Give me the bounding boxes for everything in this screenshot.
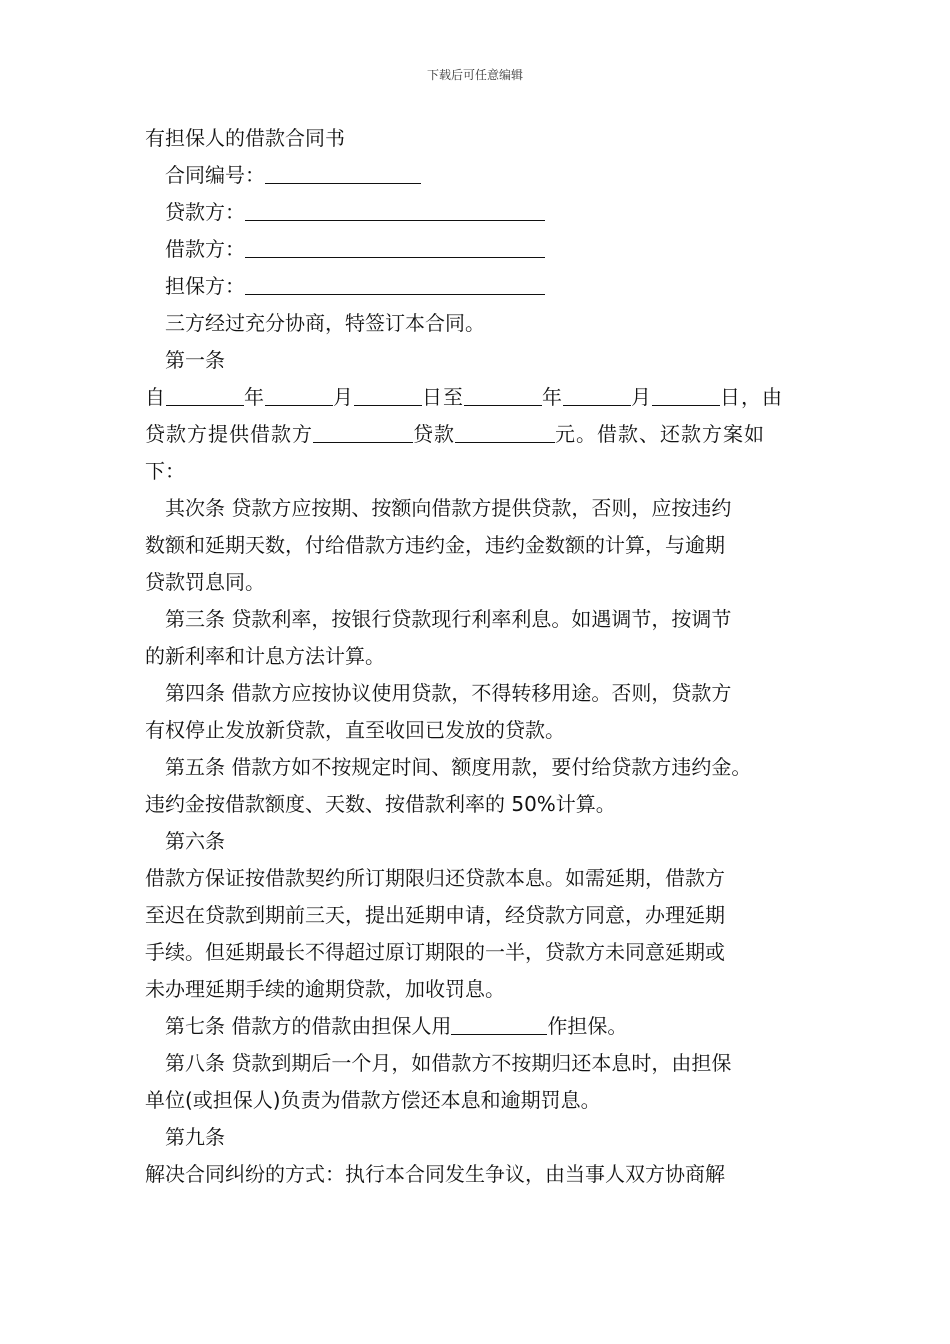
document-body — [145, 120, 825, 1193]
article-8-line-2: 单位(或担保人)负责为借款方偿还本息和逾期罚息。 — [145, 1088, 601, 1112]
article-6-line-4: 未办理延期手续的逾期贷款，加收罚息。 — [145, 977, 505, 1001]
article-4-line-2: 有权停止发放新贷款，直至收回已发放的贷款。 — [145, 718, 565, 742]
article-8-line-1: 第八条 贷款到期后一个月，如借款方不按期归还本息时，由担保 — [165, 1051, 732, 1075]
yuan-blank — [455, 420, 555, 443]
end-day-blank — [652, 383, 720, 406]
contract-no-row — [145, 157, 825, 194]
article-2-line-1: 其次条 贷款方应按期、按额向借款方提供贷款，否则，应按违约 — [165, 496, 732, 520]
article-7-line: 第七条 借款方的借款由担保人用 作担保。 — [165, 1014, 628, 1038]
article-1-line-2: 贷款方提供借款方 贷款 元。借款、还款方案如 — [145, 422, 765, 446]
day-blank — [354, 383, 422, 406]
article-6-line-1: 借款方保证按借款契约所订期限归还贷款本息。如需延期，借款方 — [145, 866, 725, 890]
document-title: 有担保人的借款合同书 — [145, 126, 345, 150]
article-5-line-2: 违约金按借款额度、天数、按借款利率的 50%计算。 — [145, 792, 616, 816]
article-6-line-3: 手续。但延期最长不得超过原订期限的一半，贷款方未同意延期或 — [145, 940, 725, 964]
amount-blank — [313, 420, 413, 443]
article-4-line-1: 第四条 借款方应按协议使用贷款，不得转移用途。否则，贷款方 — [165, 681, 732, 705]
article-1-line-3: 下： — [145, 459, 185, 483]
page-header: 下载后可任意编辑 — [426, 68, 523, 82]
contract-no-label: 合同编号： — [165, 163, 265, 187]
article-9-line-1: 解决合同纠纷的方式：执行本合同发生争议，由当事人双方协商解 — [145, 1162, 725, 1186]
article-9-heading: 第九条 — [165, 1125, 225, 1149]
intro-line: 三方经过充分协商，特签订本合同。 — [165, 311, 485, 335]
article-3-line-1: 第三条 贷款利率，按银行贷款现行利率利息。如遇调节，按调节 — [165, 607, 732, 631]
article-6-line-2: 至迟在贷款到期前三天，提出延期申请，经贷款方同意，办理延期 — [145, 903, 725, 927]
borrower-label: 借款方： — [165, 237, 245, 261]
end-year-blank — [464, 383, 542, 406]
guarantor-row — [145, 268, 825, 305]
year-blank — [166, 383, 244, 406]
guarantor-label: 担保方： — [165, 274, 245, 298]
article-1-line-1: 自 年 月 日至 年 月 日，由 — [145, 385, 783, 409]
borrower-row — [145, 231, 825, 268]
article-2-line-3: 贷款罚息同。 — [145, 570, 265, 594]
article-2-line-2: 数额和延期天数，付给借款方违约金，违约金数额的计算，与逾期 — [145, 533, 725, 557]
article-1-heading: 第一条 — [165, 348, 225, 372]
article-6-heading: 第六条 — [165, 829, 225, 853]
guarantee-blank — [451, 1012, 547, 1035]
guarantor-blank — [245, 272, 545, 295]
end-month-blank — [563, 383, 631, 406]
lender-blank — [245, 198, 545, 221]
lender-row — [145, 194, 825, 231]
lender-label: 贷款方： — [165, 200, 245, 224]
month-blank — [265, 383, 333, 406]
contract-no-blank — [265, 161, 421, 184]
borrower-blank — [245, 235, 545, 258]
article-3-line-2: 的新利率和计息方法计算。 — [145, 644, 385, 668]
article-5-line-1: 第五条 借款方如不按规定时间、额度用款，要付给贷款方违约金。 — [165, 755, 752, 779]
